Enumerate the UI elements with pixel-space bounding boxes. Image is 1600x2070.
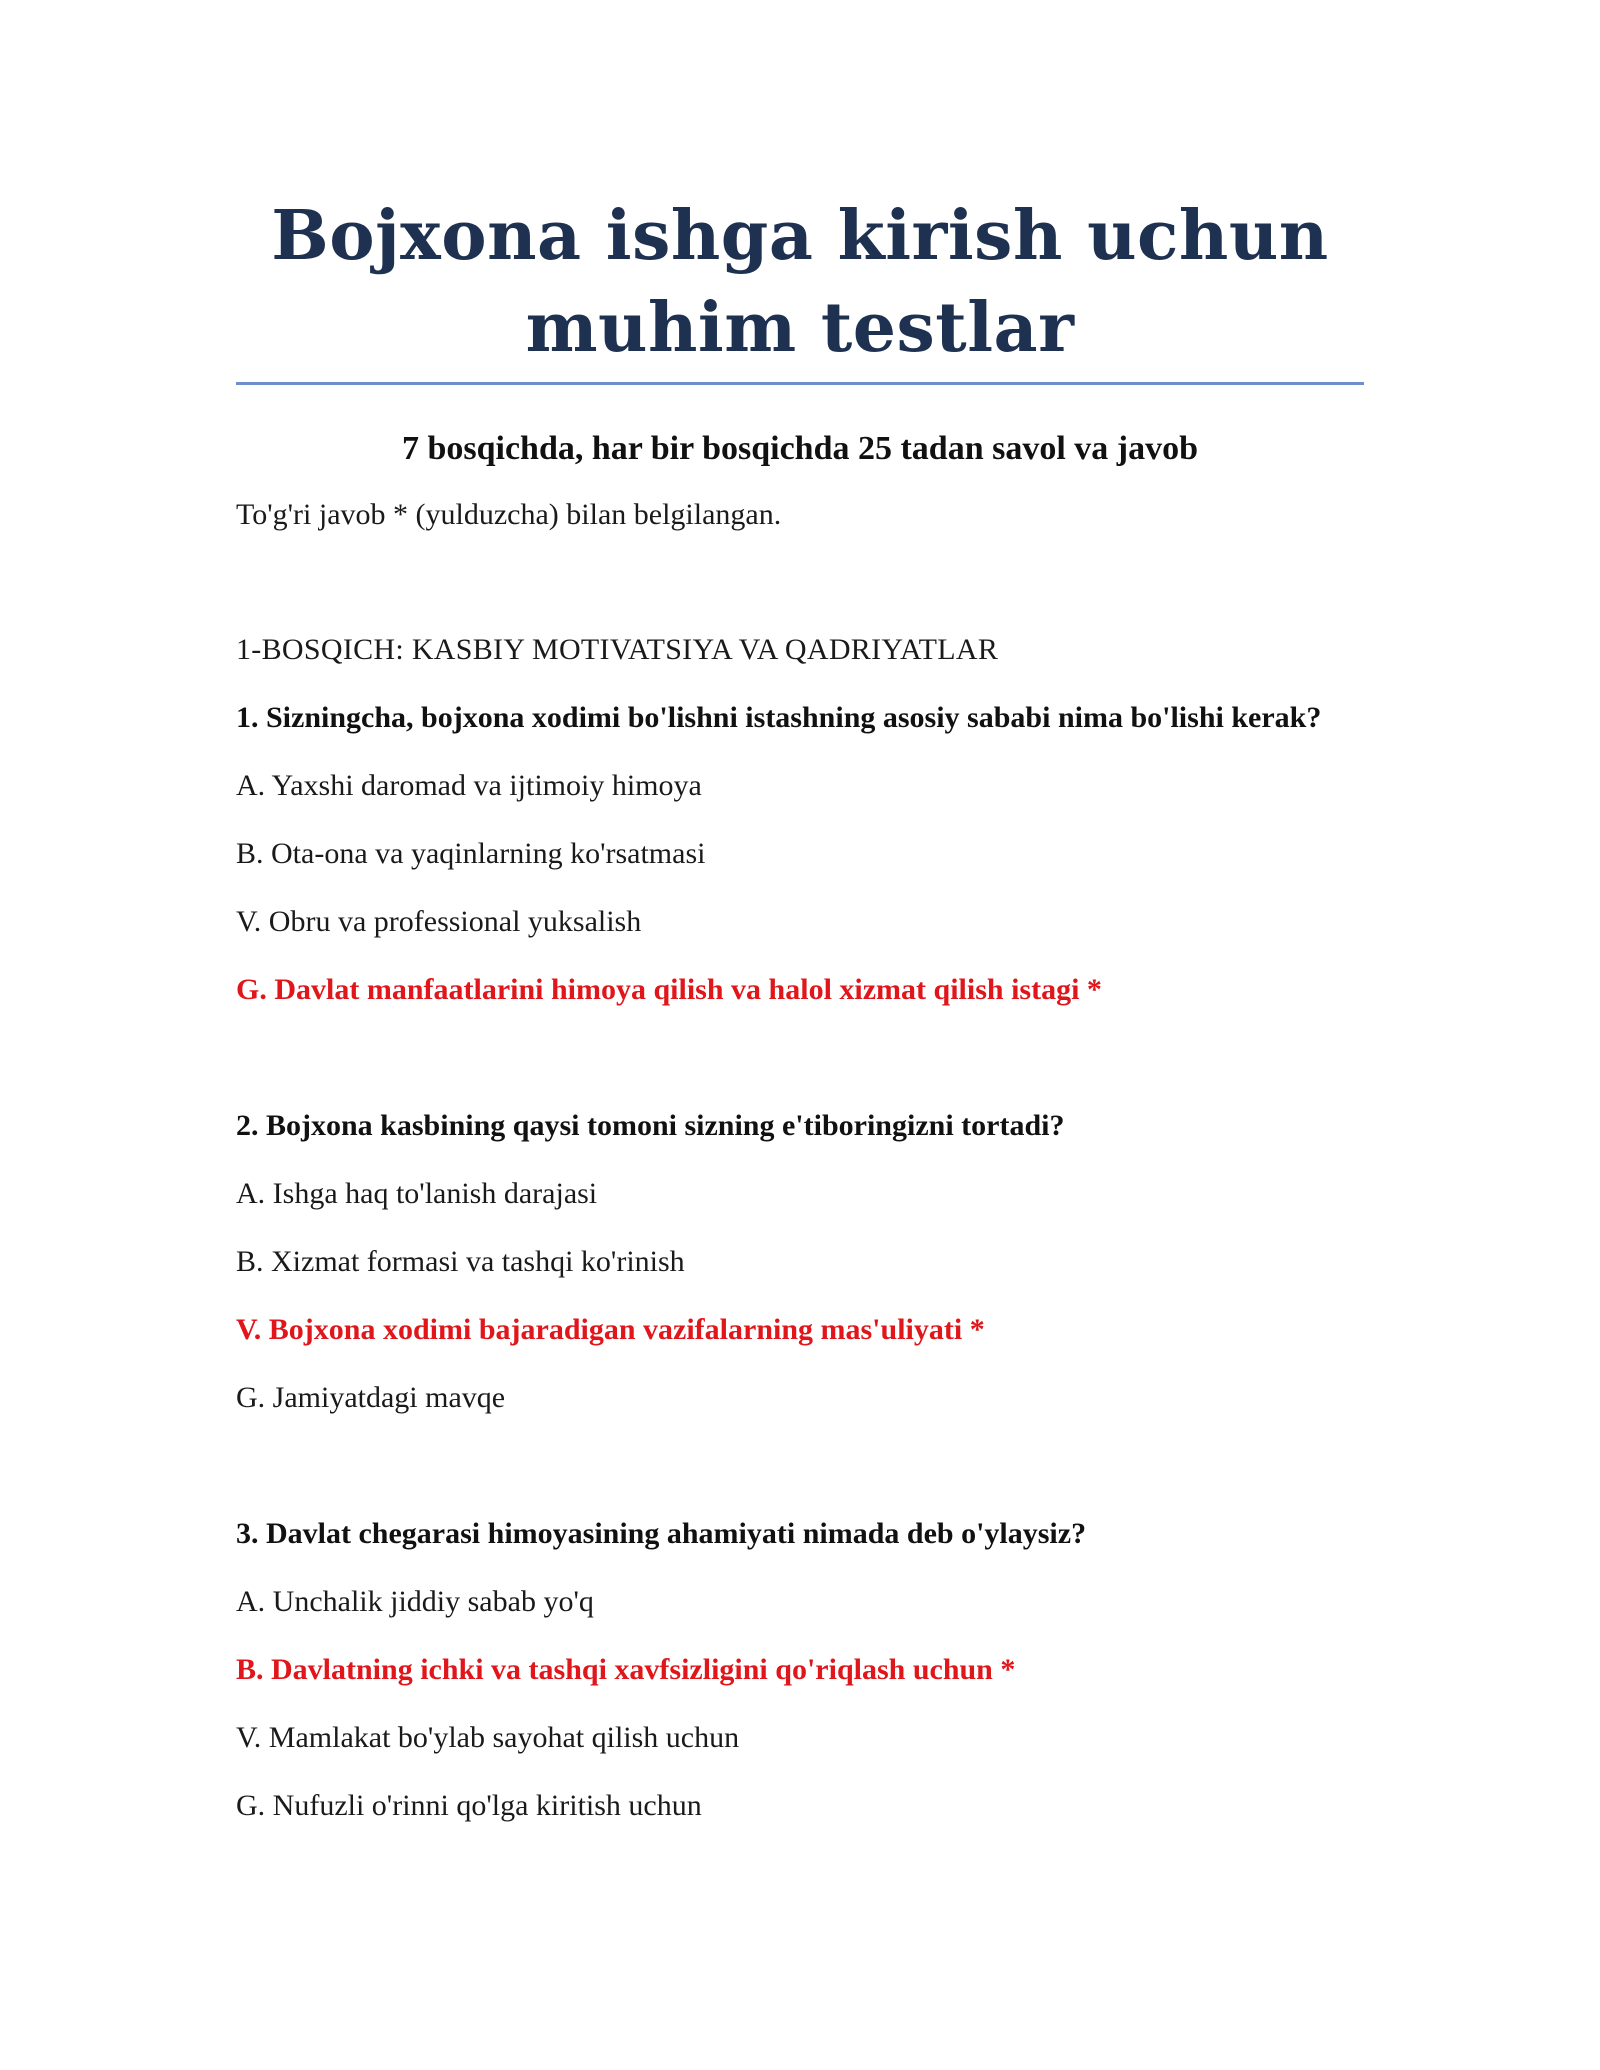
question-list — [236, 697, 1364, 1826]
answer-option: B. Ota-ona va yaqinlarning ko'rsatmasi — [236, 837, 706, 870]
correct-answer-option: V. Bojxona xodimi bajaradigan vazifalarning mas'uliyati * — [236, 1313, 985, 1346]
answer-options — [236, 1581, 1364, 1826]
question-text: 1. Sizningcha, bojxona xodimi bo'lishni istashning asosiy sababi nima bo'lishi kerak? — [236, 701, 1322, 734]
document-page — [236, 0, 1364, 1826]
document-title-line-1: Bojxona ishga kirish uchun — [271, 196, 1329, 276]
document-title-line-2: muhim testlar — [525, 288, 1075, 368]
answer-key-note: To'g'ri javob * (yulduzcha) bilan belgilangan. — [236, 498, 782, 531]
question-block — [236, 1513, 1364, 1826]
correct-answer-option: G. Davlat manfaatlarini himoya qilish va halol xizmat qilish istagi * — [236, 973, 1102, 1006]
answer-options — [236, 765, 1364, 1010]
question-text: 2. Bojxona kasbining qaysi tomoni sizning e'tiboringizni tortadi? — [236, 1109, 1065, 1142]
question-text: 3. Davlat chegarasi himoyasining ahamiyati nimada deb o'ylaysiz? — [236, 1517, 1087, 1550]
question-block — [236, 1105, 1364, 1418]
answer-option: V. Mamlakat bo'ylab sayohat qilish uchun — [236, 1721, 740, 1754]
document-subtitle: 7 bosqichda, har bir bosqichda 25 tadan savol va javob — [401, 430, 1199, 467]
answer-option: G. Jamiyatdagi mavqe — [236, 1381, 506, 1414]
answer-option: A. Yaxshi daromad va ijtimoiy himoya — [236, 769, 702, 802]
answer-option: A. Unchalik jiddiy sabab yo'q — [236, 1585, 594, 1618]
stage-heading: 1-BOSQICH: KASBIY MOTIVATSIYA VA QADRIYATLAR — [236, 633, 999, 666]
question-block — [236, 697, 1364, 1010]
title-divider — [236, 382, 1364, 385]
correct-answer-option: B. Davlatning ichki va tashqi xavfsizligini qo'riqlash uchun * — [236, 1653, 1016, 1686]
answer-option: B. Xizmat formasi va tashqi ko'rinish — [236, 1245, 685, 1278]
answer-option: V. Obru va professional yuksalish — [236, 905, 642, 938]
answer-options — [236, 1173, 1364, 1418]
answer-option: G. Nufuzli o'rinni qo'lga kiritish uchun — [236, 1789, 702, 1822]
answer-option: A. Ishga haq to'lanish darajasi — [236, 1177, 598, 1210]
document-title — [236, 190, 1364, 374]
